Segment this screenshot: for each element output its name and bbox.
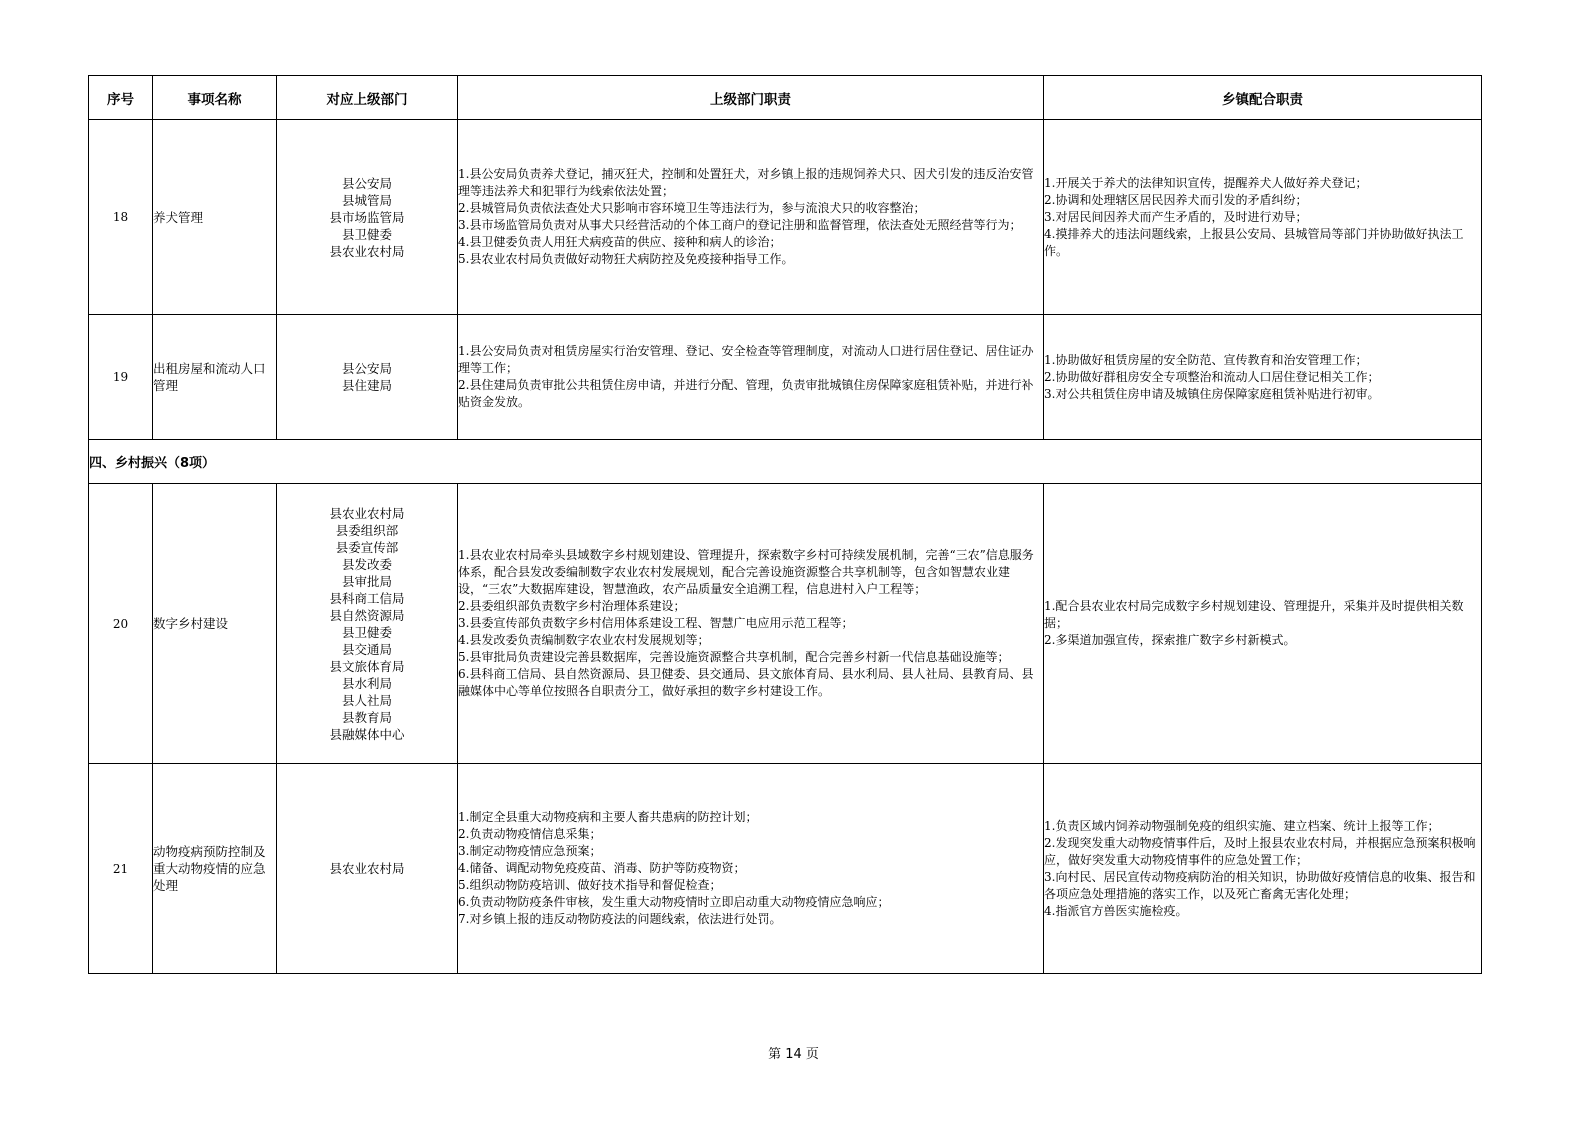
row-name: 出租房屋和流动人口管理 — [153, 315, 277, 440]
town-duty — [1044, 764, 1482, 974]
duty-item: 2.县委组织部负责数字乡村治理体系建设； — [458, 599, 686, 613]
dept-item: 县委组织部 — [335, 522, 399, 538]
duty-item: 4.县发改委负责编制数字农业农村发展规划等； — [458, 633, 710, 647]
duty-item: 1.协助做好租赁房屋的安全防范、宣传教育和治安管理工作； — [1044, 352, 1368, 367]
duty-item: 2.多渠道加强宣传，探索推广数字乡村新模式。 — [1044, 633, 1296, 647]
duty-item: 2.县城管局负责依法查处犬只影响市容环境卫生等违法行为，参与流浪犬只的收容整治； — [458, 201, 926, 215]
dept-item: 县城管局 — [341, 192, 392, 208]
dept-item: 县卫健委 — [341, 624, 392, 640]
row-num: 19 — [89, 315, 153, 440]
header-upper-duty: 上级部门职责 — [458, 76, 1044, 120]
dept-item: 县委宣传部 — [335, 539, 399, 555]
row-num: 20 — [89, 484, 153, 764]
duty-item: 2.协调和处理辖区居民因养犬而引发的矛盾纠纷； — [1044, 192, 1308, 207]
duty-item: 5.组织动物防疫培训、做好技术指导和督促检查； — [458, 878, 722, 892]
town-duty — [1044, 120, 1482, 315]
header-name: 事项名称 — [153, 76, 277, 120]
dept-item: 县自然资源局 — [329, 607, 405, 623]
duty-item: 1.配合县农业农村局完成数字乡村规划建设、管理提升，采集并及时提供相关数据； — [1044, 599, 1464, 630]
duty-item: 3.县市场监管局负责对从事犬只经营活动的个体工商户的登记注册和监督管理，依法查处无照经营等行为； — [458, 218, 1022, 232]
duty-item: 2.县住建局负责审批公共租赁住房申请，并进行分配、管理，负责审批城镇住房保障家庭租赁补贴，并进行补贴资金发放。 — [458, 378, 1034, 409]
table-row — [89, 484, 1482, 764]
duty-item: 1.县农业农村局牵头县域数字乡村规划建设、管理提升，探索数字乡村可持续发展机制，完善“三农”信息服务体系，配合县发改委编制数字农业农村发展规划，配合完善设施资源整合共享机制等，包含如智慧农业建设，“三农”大数据库建设，智慧渔政，农产品质量安全追溯工程，信息进村入户工程等； — [458, 548, 1034, 596]
duty-item: 4.指派官方兽医实施检疫。 — [1044, 903, 1188, 918]
dept-item: 县人社局 — [341, 692, 392, 708]
duty-item: 6.县科商工信局、县自然资源局、县卫健委、县交通局、县文旅体育局、县水利局、县人社局、县教育局、县融媒体中心等单位按照各自职责分工，做好承担的数字乡村建设工作。 — [458, 667, 1034, 698]
dept-item: 县科商工信局 — [329, 590, 405, 606]
duty-item: 2.协助做好群租房安全专项整治和流动人口居住登记相关工作； — [1044, 369, 1380, 384]
dept-item: 县文旅体育局 — [329, 658, 405, 674]
row-name: 动物疫病预防控制及重大动物疫情的应急处理 — [153, 764, 277, 974]
duty-item: 2.负责动物疫情信息采集； — [458, 827, 602, 841]
dept-item: 县农业农村局 — [329, 243, 405, 259]
header-row — [89, 76, 1482, 120]
duty-item: 2.发现突发重大动物疫情事件后，及时上报县农业农村局，并根据应急预案积极响应，做好突发重大动物疫情事件的应急处置工作； — [1044, 835, 1476, 867]
row-depts — [277, 315, 458, 440]
duty-item: 4.摸排养犬的违法问题线索，上报县公安局、县城管局等部门并协助做好执法工作。 — [1044, 226, 1464, 258]
section-row — [89, 440, 1482, 484]
dept-item: 县教育局 — [341, 709, 392, 725]
duty-item: 3.向村民、居民宣传动物疫病防治的相关知识，协助做好疫情信息的收集、报告和各项应急处理措施的落实工作，以及死亡畜禽无害化处理； — [1044, 869, 1476, 901]
duty-item: 4.县卫健委负责人用狂犬病疫苗的供应、接种和病人的诊治； — [458, 235, 782, 249]
dept-item: 县审批局 — [341, 573, 392, 589]
duty-item: 7.对乡镇上报的违反动物防疫法的问题线索，依法进行处罚。 — [458, 912, 782, 926]
dept-item: 县农业农村局 — [329, 861, 405, 876]
town-duty — [1044, 484, 1482, 764]
town-duty — [1044, 315, 1482, 440]
dept-item: 县卫健委 — [341, 226, 392, 242]
header-dept: 对应上级部门 — [277, 76, 458, 120]
duty-item: 6.负责动物防疫条件审核，发生重大动物疫情时立即启动重大动物疫情应急响应； — [458, 895, 890, 909]
duty-item: 3.对居民间因养犬而产生矛盾的，及时进行劝导； — [1044, 209, 1308, 224]
section-title: 四、乡村振兴（8项） — [89, 440, 1482, 484]
duty-item: 1.县公安局负责养犬登记，捕灭狂犬，控制和处置狂犬，对乡镇上报的违规饲养犬只、因犬引发的违反治安管理等违法养犬和犯罪行为线索依法处置； — [458, 167, 1034, 198]
dept-item: 县公安局 — [341, 361, 392, 376]
upper-duty — [458, 120, 1044, 315]
dept-item: 县发改委 — [341, 556, 392, 572]
duty-item: 5.县农业农村局负责做好动物狂犬病防控及免疫接种指导工作。 — [458, 252, 794, 266]
dept-item: 县住建局 — [341, 378, 392, 393]
table-row — [89, 764, 1482, 974]
duty-item: 1.负责区域内饲养动物强制免疫的组织实施、建立档案、统计上报等工作； — [1044, 818, 1440, 833]
row-depts — [277, 120, 458, 315]
upper-duty — [458, 315, 1044, 440]
dept-item: 县融媒体中心 — [329, 726, 405, 742]
row-num: 18 — [89, 120, 153, 315]
duty-item: 1.开展关于养犬的法律知识宣传，提醒养犬人做好养犬登记； — [1044, 175, 1368, 190]
dept-item: 县水利局 — [341, 675, 392, 691]
dept-item: 县交通局 — [341, 641, 392, 657]
duty-item: 3.县委宣传部负责数字乡村信用体系建设工程、智慧广电应用示范工程等； — [458, 616, 854, 630]
upper-duty — [458, 484, 1044, 764]
row-name: 养犬管理 — [153, 120, 277, 315]
duty-item: 1.县公安局负责对租赁房屋实行治安管理、登记、安全检查等管理制度，对流动人口进行居住登记、居住证办理等工作； — [458, 344, 1034, 375]
row-name: 数字乡村建设 — [153, 484, 277, 764]
dept-item: 县公安局 — [341, 175, 392, 191]
header-town-duty: 乡镇配合职责 — [1044, 76, 1482, 120]
row-num: 21 — [89, 764, 153, 974]
upper-duty — [458, 764, 1044, 974]
table-row — [89, 315, 1482, 440]
table-row — [89, 120, 1482, 315]
duty-item: 5.县审批局负责建设完善县数据库，完善设施资源整合共享机制，配合完善乡村新一代信息基础设施等； — [458, 650, 1010, 664]
duty-item: 4.储备、调配动物免疫疫苗、消毒、防护等防疫物资； — [458, 861, 746, 875]
duty-item: 3.制定动物疫情应急预案； — [458, 844, 602, 858]
duty-item: 3.对公共租赁住房申请及城镇住房保障家庭租赁补贴进行初审。 — [1044, 386, 1380, 401]
dept-item: 县农业农村局 — [329, 505, 405, 521]
row-depts — [277, 484, 458, 764]
page-number: 第 14 页 — [768, 1047, 819, 1062]
duty-table — [88, 75, 1482, 974]
row-depts — [277, 764, 458, 974]
header-num: 序号 — [89, 76, 153, 120]
duty-item: 1.制定全县重大动物疫病和主要人畜共患病的防控计划； — [458, 810, 758, 824]
dept-item: 县市场监管局 — [329, 209, 405, 225]
